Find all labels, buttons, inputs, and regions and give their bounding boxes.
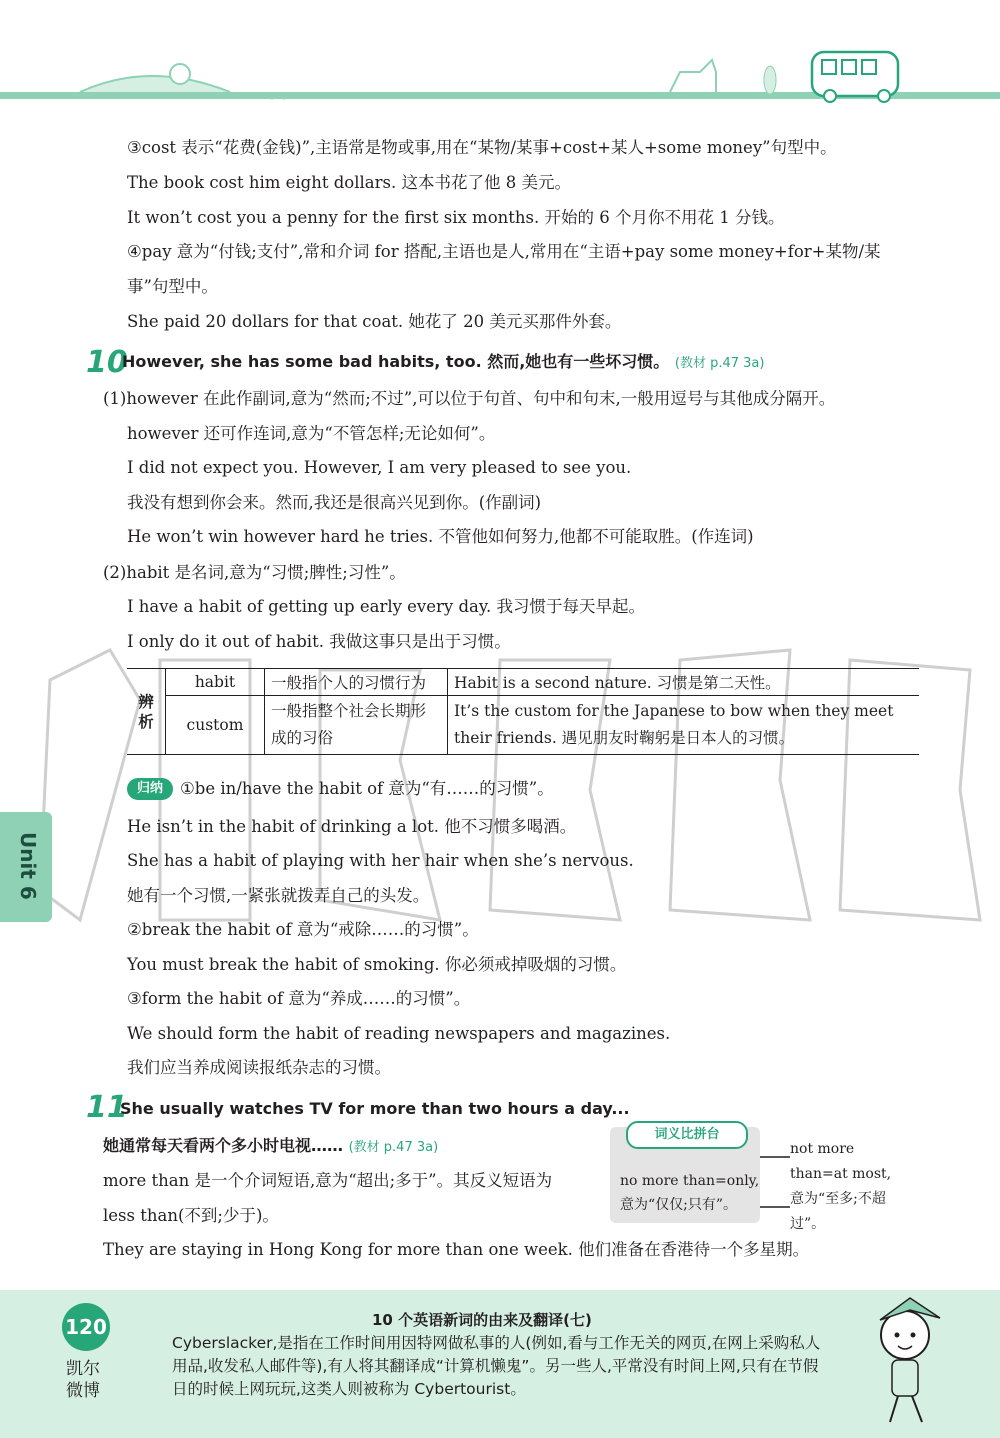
- word-compare-box: [610, 1117, 910, 1232]
- summary-point-2: ②break the habit of 意为“戒除……的习惯”。: [127, 920, 479, 939]
- section-11-title-zh-text: 她通常每天看两个多小时电视……: [103, 1136, 344, 1155]
- pay-example: She paid 20 dollars for that coat. 她花了 20 美元买那件外套。: [127, 312, 622, 331]
- table-row: [127, 669, 919, 696]
- footer-title: 10 个英语新词的由来及翻译(七): [372, 1311, 592, 1329]
- cost-example-1: The book cost him eight dollars. 这本书花了他 8 美元。: [127, 173, 571, 192]
- summary-example-2-en: She has a habit of playing with her hair when she’s nervous.: [127, 851, 634, 870]
- summary-example-4-en: We should form the habit of reading newspapers and magazines.: [127, 1024, 671, 1043]
- footer-body: Cyberslacker,是指在工作时间用因特网做私事的人(例如,看与工作无关的网页,在网上采购私人用品,收发私人邮件等),有人将其翻译成“计算机懒鬼”。另一些人,平常没有时间上网,只有在节假日的时候上网玩玩,这类人则被称为 Cybertourist。: [172, 1334, 821, 1398]
- more-than-note-2: less than(不到;少于)。: [103, 1206, 279, 1225]
- cost-usage-note: ③cost 表示“花费(金钱)”,主语常是物或事,用在“某物/某事+cost+某人+some money”句型中。: [127, 138, 837, 157]
- summary-point-3: ③form the habit of 意为“养成……的习惯”。: [127, 989, 471, 1008]
- however-conj-example: He won’t win however hard he tries. 不管他如何努力,他都不可能取胜。(作连词): [127, 527, 754, 546]
- table-example: It’s the custom for the Japanese to bow when they meet their friends. 遇见朋友时鞠躬是日本人的习惯。: [448, 696, 920, 755]
- section-11-title-zh: [103, 1134, 438, 1160]
- habit-note: (2)habit 是名词,意为“习惯;脾性;习性”。: [103, 563, 406, 582]
- cost-example-2: It won’t cost you a penny for the first six months. 开始的 6 个月你不用花 1 分钱。: [127, 208, 785, 227]
- unit-label: Unit 6: [16, 832, 40, 900]
- summary-example-3: You must break the habit of smoking. 你必须戒掉吸烟的习惯。: [127, 955, 627, 974]
- pay-usage-note-cont: 事”句型中。: [127, 277, 218, 296]
- brand-line-2: 微博: [66, 1381, 100, 1401]
- compare-right-text: not more than=at most, 意为“至多;不超过”。: [790, 1141, 892, 1232]
- table-word: habit: [166, 669, 265, 696]
- table-meaning: 一般指整个社会长期形成的习俗: [265, 696, 448, 755]
- compare-box-title: 词义比拼台: [626, 1121, 748, 1149]
- section-10-title: [122, 350, 764, 376]
- however-example-zh: 我没有想到你会来。然而,我还是很高兴见到你。(作副词): [127, 493, 542, 512]
- more-than-note-1: more than 是一个介词短语,意为“超出;多于”。其反义短语为: [103, 1171, 553, 1190]
- summary-example-2-zh: 她有一个习惯,一紧张就拨弄自己的头发。: [127, 886, 430, 905]
- brand: [66, 1358, 100, 1402]
- summary-badge: 归纳: [127, 778, 173, 800]
- habit-example-1: I have a habit of getting up early every day. 我习惯于每天早起。: [127, 597, 645, 616]
- compare-left-text: no more than=only, 意为“仅仅;只有”。: [620, 1173, 760, 1213]
- table-example: Habit is a second nature. 习惯是第二天性。: [448, 669, 920, 696]
- summary-example-4-zh: 我们应当养成阅读报纸杂志的习惯。: [127, 1058, 391, 1077]
- connector-icon: [760, 1147, 792, 1217]
- unit-tab: [0, 812, 52, 922]
- section-10-ref: (教材 p.47 3a): [674, 356, 765, 371]
- section-11-number: 11: [86, 1090, 128, 1125]
- table-label: 辨析: [127, 669, 166, 755]
- pay-usage-note: ④pay 意为“付钱;支付”,常和介词 for 搭配,主语也是人,常用在“主语+pay some money+for+某物/某: [127, 242, 881, 261]
- table-meaning: 一般指个人的习惯行为: [265, 669, 448, 696]
- page-number: 120: [62, 1303, 110, 1351]
- habit-custom-table: [127, 668, 919, 755]
- header-illustration: [0, 0, 1000, 110]
- however-example-en: I did not expect you. However, I am very pleased to see you.: [127, 458, 632, 477]
- more-than-example: They are staying in Hong Kong for more than one week. 他们准备在香港待一个多星期。: [103, 1240, 810, 1259]
- section-11-title: She usually watches TV for more than two hours a day...: [120, 1099, 630, 1118]
- summary-point-1: ①be in/have the habit of 意为“有……的习惯”。: [180, 779, 554, 798]
- habit-example-2: I only do it out of habit. 我做这事只是出于习惯。: [127, 632, 511, 651]
- table-row: [127, 696, 919, 755]
- cartoon-character-icon: [850, 1290, 970, 1430]
- summary-example-1: He isn’t in the habit of drinking a lot. 他不习惯多喝酒。: [127, 817, 577, 836]
- section-11-ref: (教材 p.47 3a): [348, 1140, 439, 1155]
- table-word: custom: [166, 696, 265, 755]
- brand-line-1: 凯尔: [66, 1359, 100, 1379]
- section-10-number: 10: [86, 345, 128, 380]
- however-note-1: (1)however 在此作副词,意为“然而;不过”,可以位于句首、句中和句末,一般用逗号与其他成分隔开。: [103, 389, 836, 408]
- however-note-2: however 还可作连词,意为“不管怎样;无论如何”。: [127, 424, 496, 443]
- section-10-title-text: However, she has some bad habits, too. 然而,她也有一些坏习惯。: [122, 352, 670, 371]
